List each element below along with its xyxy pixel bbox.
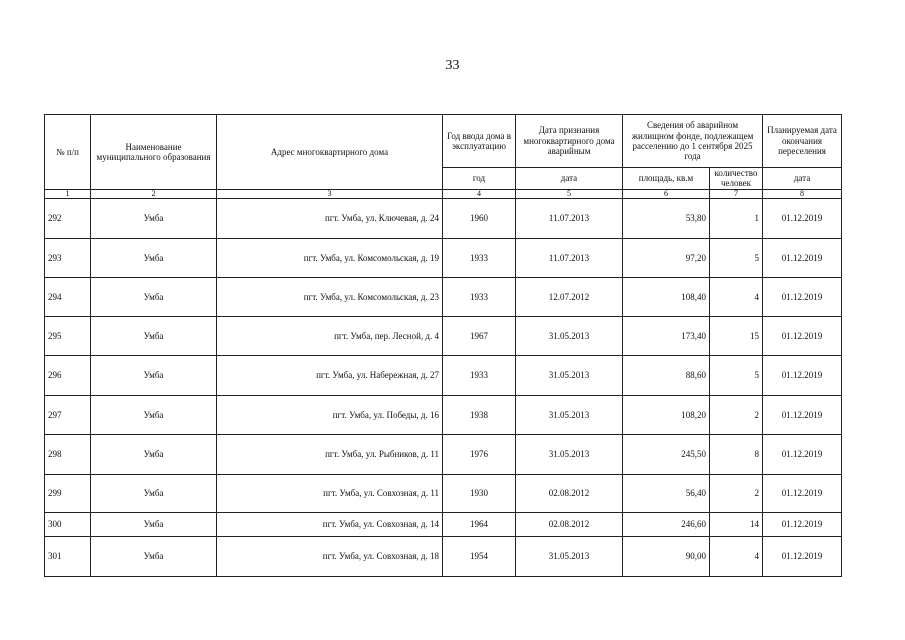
- cell-people: 4: [710, 277, 763, 316]
- cell-municipality: Умба: [91, 434, 217, 474]
- cell-people: 2: [710, 395, 763, 434]
- table-row: [45, 198, 842, 238]
- cell-people: 5: [710, 355, 763, 395]
- cell-people: 5: [710, 238, 763, 277]
- cell-area: 108,20: [623, 395, 710, 434]
- subheader-area: площадь, кв.м: [623, 168, 710, 190]
- subheader-date2: дата: [763, 168, 842, 190]
- cell-year: 1967: [443, 316, 516, 355]
- cell-address: пгт. Умба, ул. Совхозная, д. 14: [217, 512, 443, 536]
- header-year-built: Год ввода дома в эксплуатацию: [443, 115, 516, 168]
- subheader-year: год: [443, 168, 516, 190]
- cell-address: пгт. Умба, ул. Совхозная, д. 18: [217, 536, 443, 576]
- cell-municipality: Умба: [91, 238, 217, 277]
- cell-municipality: Умба: [91, 277, 217, 316]
- cell-address: пгт. Умба, пер. Лесной, д. 4: [217, 316, 443, 355]
- column-number: 2: [91, 189, 217, 198]
- cell-date: 31.05.2013: [516, 355, 623, 395]
- cell-num: 293: [45, 238, 91, 277]
- cell-area: 245,50: [623, 434, 710, 474]
- column-number: 3: [217, 189, 443, 198]
- table-row: [45, 512, 842, 536]
- column-number: 1: [45, 189, 91, 198]
- cell-planned: 01.12.2019: [763, 238, 842, 277]
- page-number: 33: [445, 58, 460, 73]
- cell-municipality: Умба: [91, 355, 217, 395]
- cell-area: 53,80: [623, 198, 710, 238]
- header-num: № п/п: [45, 115, 91, 190]
- column-number: 6: [623, 189, 710, 198]
- cell-num: 297: [45, 395, 91, 434]
- cell-planned: 01.12.2019: [763, 395, 842, 434]
- cell-planned: 01.12.2019: [763, 316, 842, 355]
- cell-date: 12.07.2012: [516, 277, 623, 316]
- cell-planned: 01.12.2019: [763, 355, 842, 395]
- cell-address: пгт. Умба, ул. Комсомольская, д. 19: [217, 238, 443, 277]
- cell-address: пгт. Умба, ул. Ключевая, д. 24: [217, 198, 443, 238]
- cell-address: пгт. Умба, ул. Комсомольская, д. 23: [217, 277, 443, 316]
- table-row: [45, 536, 842, 576]
- cell-area: 97,20: [623, 238, 710, 277]
- cell-num: 301: [45, 536, 91, 576]
- cell-year: 1933: [443, 355, 516, 395]
- cell-year: 1960: [443, 198, 516, 238]
- cell-address: пгт. Умба, ул. Набережная, д. 27: [217, 355, 443, 395]
- cell-num: 292: [45, 198, 91, 238]
- column-number: 4: [443, 189, 516, 198]
- cell-date: 31.05.2013: [516, 316, 623, 355]
- cell-address: пгт. Умба, ул. Совхозная, д. 11: [217, 474, 443, 512]
- cell-planned: 01.12.2019: [763, 512, 842, 536]
- cell-year: 1964: [443, 512, 516, 536]
- cell-planned: 01.12.2019: [763, 277, 842, 316]
- subheader-people: количество человек: [710, 168, 763, 190]
- cell-year: 1938: [443, 395, 516, 434]
- cell-people: 15: [710, 316, 763, 355]
- cell-num: 295: [45, 316, 91, 355]
- table-row: [45, 474, 842, 512]
- cell-date: 02.08.2012: [516, 474, 623, 512]
- cell-num: 294: [45, 277, 91, 316]
- header-municipality: Наименование муниципального образования: [91, 115, 217, 190]
- cell-people: 8: [710, 434, 763, 474]
- table-row: [45, 395, 842, 434]
- cell-date: 11.07.2013: [516, 238, 623, 277]
- table-row: [45, 316, 842, 355]
- cell-area: 90,00: [623, 536, 710, 576]
- cell-people: 1: [710, 198, 763, 238]
- cell-municipality: Умба: [91, 512, 217, 536]
- cell-date: 11.07.2013: [516, 198, 623, 238]
- column-number: 7: [710, 189, 763, 198]
- cell-planned: 01.12.2019: [763, 474, 842, 512]
- cell-address: пгт. Умба, ул. Победы, д. 16: [217, 395, 443, 434]
- cell-municipality: Умба: [91, 474, 217, 512]
- column-number: 8: [763, 189, 842, 198]
- cell-date: 31.05.2013: [516, 536, 623, 576]
- cell-municipality: Умба: [91, 536, 217, 576]
- column-number: 5: [516, 189, 623, 198]
- cell-planned: 01.12.2019: [763, 536, 842, 576]
- housing-table: [44, 114, 842, 577]
- table-row: [45, 434, 842, 474]
- cell-year: 1954: [443, 536, 516, 576]
- cell-year: 1976: [443, 434, 516, 474]
- cell-municipality: Умба: [91, 395, 217, 434]
- cell-area: 108,40: [623, 277, 710, 316]
- cell-people: 4: [710, 536, 763, 576]
- header-planned-date: Планируемая дата окончания переселения: [763, 115, 842, 168]
- cell-area: 88,60: [623, 355, 710, 395]
- table-row: [45, 238, 842, 277]
- cell-address: пгт. Умба, ул. Рыбников, д. 11: [217, 434, 443, 474]
- header-date-emergency: Дата признания многоквартирного дома аварийным: [516, 115, 623, 168]
- cell-year: 1933: [443, 277, 516, 316]
- cell-people: 14: [710, 512, 763, 536]
- cell-year: 1930: [443, 474, 516, 512]
- cell-area: 173,40: [623, 316, 710, 355]
- cell-num: 298: [45, 434, 91, 474]
- table-row: [45, 277, 842, 316]
- table-row: [45, 355, 842, 395]
- cell-date: 31.05.2013: [516, 395, 623, 434]
- header-address: Адрес многоквартирного дома: [217, 115, 443, 190]
- cell-planned: 01.12.2019: [763, 198, 842, 238]
- cell-num: 300: [45, 512, 91, 536]
- cell-num: 296: [45, 355, 91, 395]
- cell-year: 1933: [443, 238, 516, 277]
- cell-municipality: Умба: [91, 198, 217, 238]
- subheader-date: дата: [516, 168, 623, 190]
- cell-municipality: Умба: [91, 316, 217, 355]
- cell-planned: 01.12.2019: [763, 434, 842, 474]
- cell-people: 2: [710, 474, 763, 512]
- cell-date: 02.08.2012: [516, 512, 623, 536]
- header-emergency-info: Сведения об аварийном жилищном фонде, подлежащем расселению до 1 сентября 2025 года: [623, 115, 763, 168]
- cell-area: 246,60: [623, 512, 710, 536]
- cell-num: 299: [45, 474, 91, 512]
- cell-area: 56,40: [623, 474, 710, 512]
- cell-date: 31.05.2013: [516, 434, 623, 474]
